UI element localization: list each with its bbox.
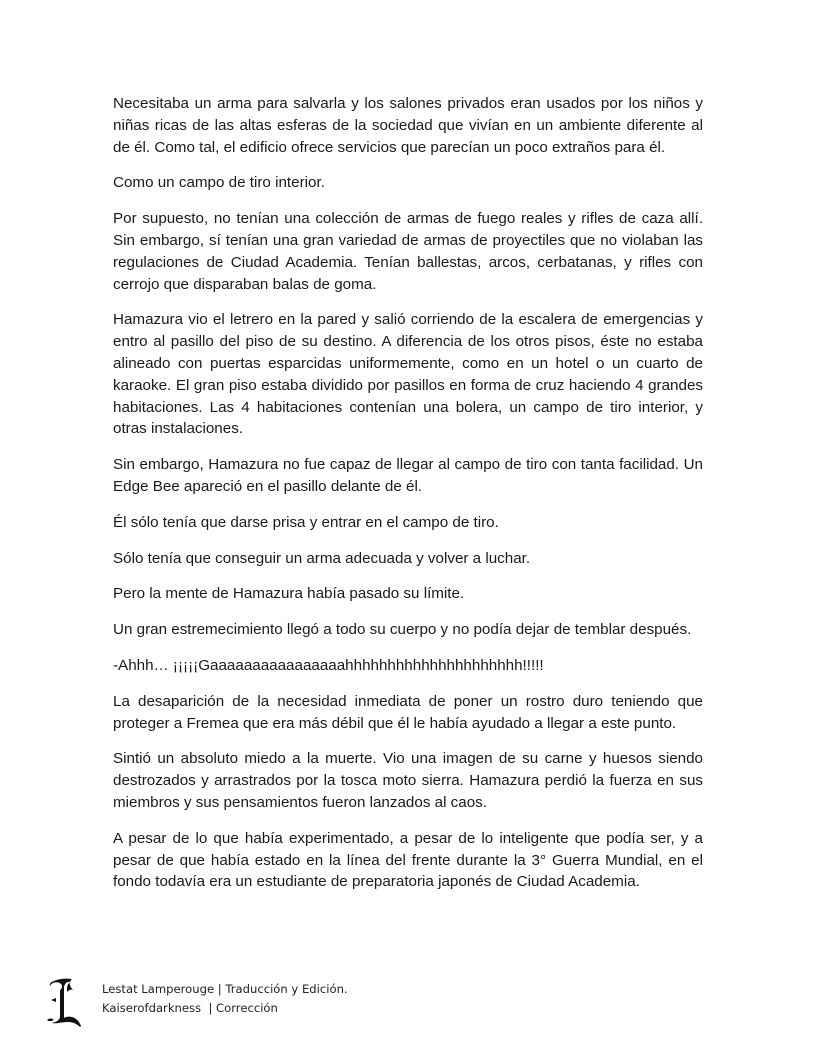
paragraph-13: A pesar de lo que había experimentado, a pesar de lo inteligente que podía ser, y a pesar de que había estado en la línea del frente durante la 3° Guerra Mundial, en el fondo todavía era un estudiante de preparatoria japonés de Ciudad Academia. [113,829,703,891]
paragraph-8: Pero la mente de Hamazura había pasado su límite. [113,585,465,603]
paragraph-9: Un gran estremecimiento llegó a todo su cuerpo y no podía dejar de temblar después. [113,621,692,639]
credits-translation-line: Lestat Lamperouge | Traducción y Edición. [102,982,348,996]
paragraph-1: Necesitaba un arma para salvarla y los salones privados eran usados por los niños y niñas ricas de las altas esferas de la sociedad que vivían en un ambiente diferente al de él. Como tal, el edificio ofrece servicios que parecían un poco extraños para él. [113,95,703,156]
paragraph-2: Como un campo de tiro interior. [113,174,325,192]
paragraph-7: Sólo tenía que conseguir un arma adecuada y volver a luchar. [113,549,531,567]
paragraph-3: Por supuesto, no tenían una colección de armas de fuego reales y rifles de caza allí. Sin embargo, sí tenían una gran variedad de armas de proyectiles que no violaban las regulaciones de Ciudad Academia. Tenían ballestas, arcos, cerbatanas, y rifles con cerrojo que disparaban balas de goma. [113,210,703,293]
paragraph-10: -Ahhh… ¡¡¡¡¡Gaaaaaaaaaaaaaaaahhhhhhhhhhhhhhhhhhhhh!!!!! [113,656,544,674]
paragraph-11: La desaparición de la necesidad inmediata de poner un rostro duro teniendo que proteger a Fremea que era más débil que él le había ayudado a llegar a este punto. [113,692,703,732]
paragraph-5: Sin embargo, Hamazura no fue capaz de llegar al campo de tiro con tanta facilidad. Un Edge Bee apareció en el pasillo delante de él. [113,456,703,495]
document-body [113,93,703,907]
page-footer [42,978,542,1030]
paragraph-6: Él sólo tenía que darse prisa y entrar en el campo de tiro. [113,513,499,531]
credits [102,980,348,1018]
paragraph-12: Sintió un absoluto miedo a la muerte. Vio una imagen de su carne y huesos siendo destrozados y arrastrados por la tosca moto sierra. Hamazura perdió la fuerza en sus miembros y sus pensamientos fueron lanzados al caos. [113,750,703,811]
credits-correction-line: Kaiserofdarkness | Corrección [102,1001,278,1015]
paragraph-4: Hamazura vio el letrero en la pared y salió corriendo de la escalera de emergencias y entro al pasillo del piso de su destino. A diferencia de los otros pisos, éste no estaba alineado con puertas esparcidas uniformemente, como en un hotel o un cuarto de karaoke. El gran piso estaba dividido por pasillos en forma de cruz haciendo 4 grandes habitaciones. Las 4 habitaciones contenían una bolera, un campo de tiro interior, y otras instalaciones. [113,311,703,438]
gothic-letter-l-logo-icon [42,978,86,1030]
